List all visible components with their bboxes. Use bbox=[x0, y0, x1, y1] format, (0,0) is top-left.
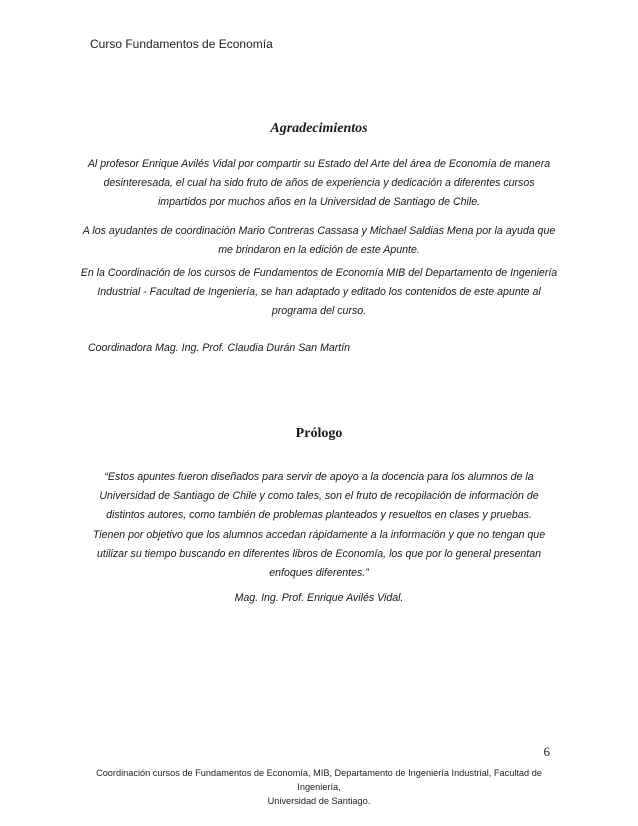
page-number: 6 bbox=[543, 744, 550, 759]
footer-line-1: Coordinación cursos de Fundamentos de Economía, MIB, Departamento de Ingeniería Industrial, Facultad de Ingeniería, bbox=[96, 768, 542, 792]
page-header: Curso Fundamentos de Economía bbox=[90, 37, 273, 51]
acknowledgements-paragraph-1: Al profesor Enrique Avilés Vidal por compartir su Estado del Arte del área de Economía de manera desinteresada, el cual ha sido fruto de años de experiencia y dedicación a diferentes cursos impartidos por muchos años en la Universidad de Santiago de Chile. bbox=[87, 158, 551, 208]
footer-line-2: Universidad de Santiago. bbox=[267, 796, 371, 806]
acknowledgements-paragraph-2: A los ayudantes de coordinación Mario Contreras Cassasa y Michael Saldias Mena por la ayuda que me brindaron en la edición de este Apunte. bbox=[82, 225, 556, 256]
acknowledgements-title: Agradecimientos bbox=[270, 121, 368, 136]
prologue-title: Prólogo bbox=[295, 426, 343, 441]
acknowledgements-paragraph-3: En la Coordinación de los cursos de Fundamentos de Economía MIB del Departamento de Ingeniería Industrial - Facultad de Ingeniería, se han adaptado y editado los contenidos de este apunte al programa del curso. bbox=[80, 267, 558, 317]
prologue-signature: Mag. Ing. Prof. Enrique Avilés Vidal. bbox=[234, 592, 404, 604]
acknowledgements-signature: Coordinadora Mag. Ing. Prof. Claudia Durán San Martín bbox=[88, 342, 351, 354]
page-footer bbox=[80, 766, 558, 808]
prologue-paragraph-1: “Estos apuntes fueron diseñados para servir de apoyo a la docencia para los alumnos de la Universidad de Santiago de Chile y como tales, son el fruto de recopilación de información de distintos autores, como también de problemas planteados y resueltos en clases y pruebas. bbox=[99, 471, 539, 521]
prologue-paragraph-2: Tienen por objetivo que los alumnos accedan rápidamente a la información y que no tengan que utilizar su tiempo buscando en diferentes libros de Economía, los que por lo general presentan enfoques diferentes.” bbox=[92, 529, 546, 579]
